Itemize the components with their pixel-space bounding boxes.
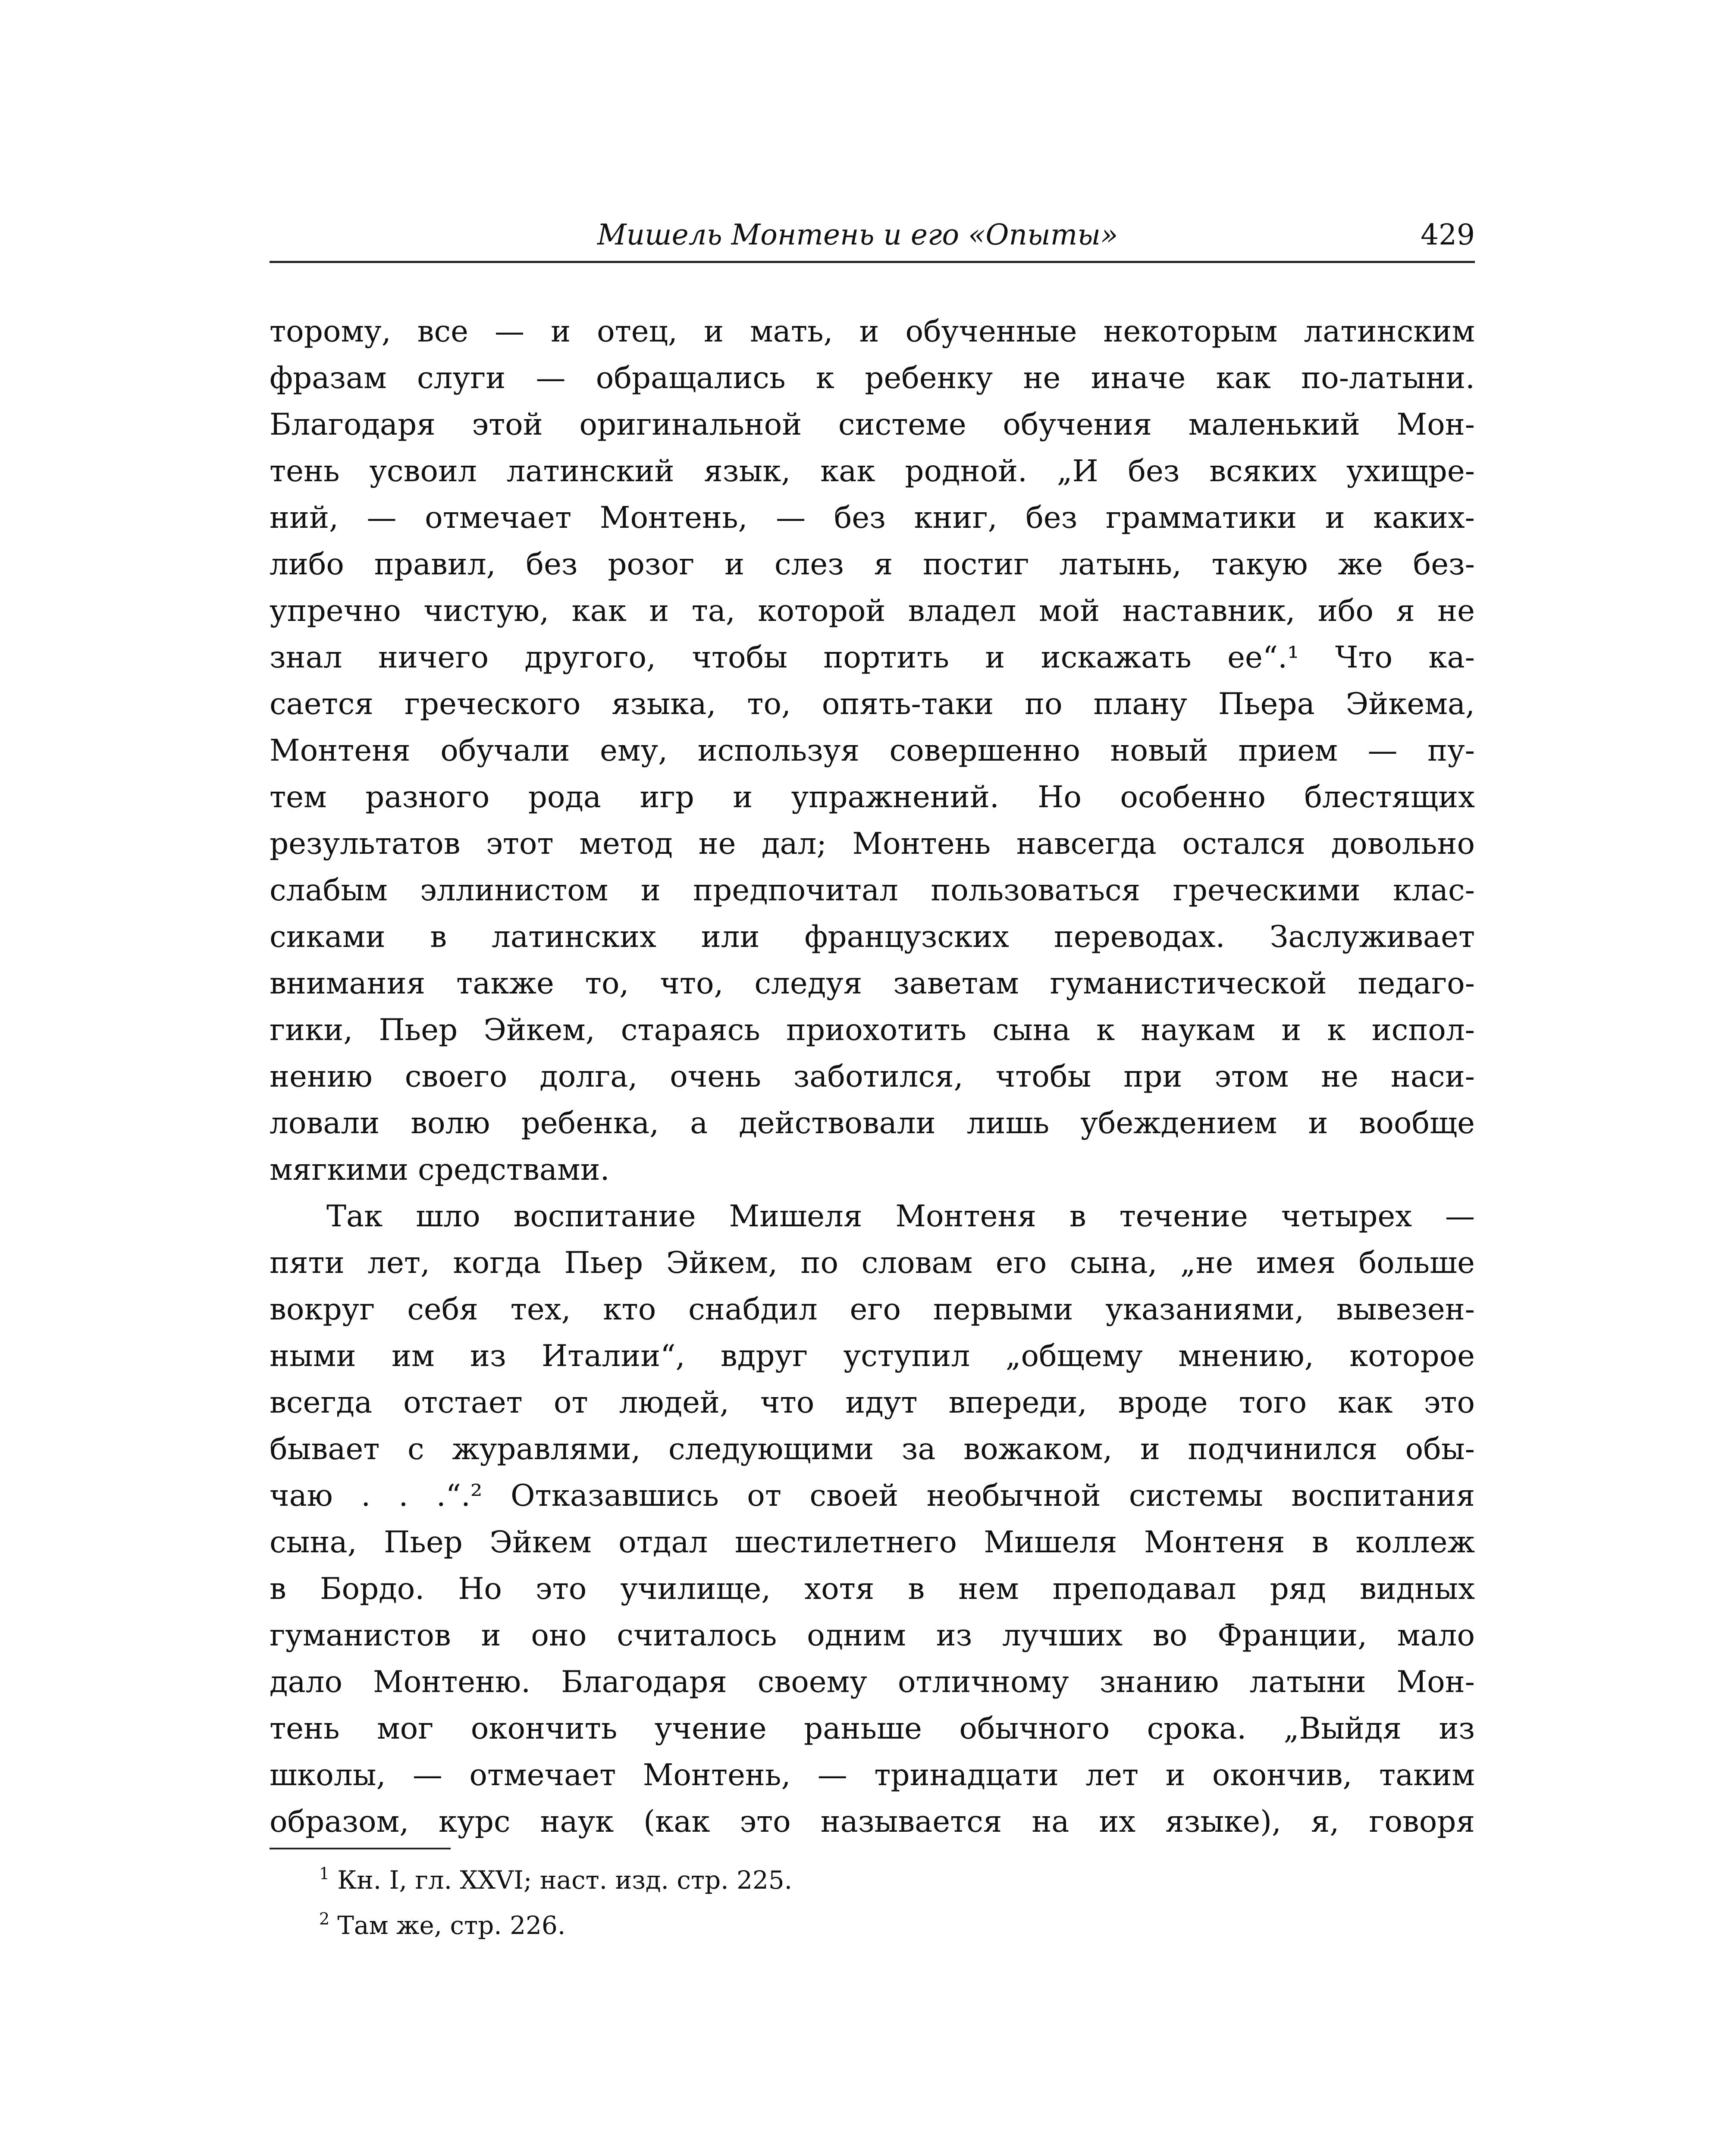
text-line: слабым эллинистом и предпочитал пользоваться греческими клас- <box>270 873 1475 908</box>
main-text <box>270 308 1475 1845</box>
text-line: гики, Пьер Эйкем, стараясь приохотить сына к наукам и к испол- <box>270 1013 1475 1047</box>
text-line: ными им из Италии“, вдруг уступил „общему мнению, которое <box>270 1339 1475 1373</box>
text-line: ний, — отмечает Монтень, — без книг, без грамматики и каких- <box>270 501 1475 535</box>
footnote-text: Там же, стр. 226. <box>337 1911 566 1940</box>
footnote-rule <box>270 1848 451 1849</box>
running-title: Мишель Монтень и его «Опыты» <box>597 218 1118 251</box>
text-line: Так шло воспитание Мишеля Монтеня в течение четырех — <box>326 1199 1475 1234</box>
text-line: результатов этот метод не дал; Монтень навсегда остался довольно <box>270 827 1475 861</box>
header-rule <box>270 261 1475 263</box>
footnote-mark: 2 <box>319 1909 330 1928</box>
text-line: упречно чистую, как и та, которой владел мой наставник, ибо я не <box>270 594 1475 628</box>
text-line: Монтеня обучали ему, используя совершенно новый прием — пу- <box>270 733 1475 768</box>
text-line: знал ничего другого, чтобы портить и искажать ее“.¹ Что ка- <box>270 640 1475 675</box>
text-line: школы, — отмечает Монтень, — тринадцати лет и окончив, таким <box>270 1758 1475 1792</box>
text-line: сына, Пьер Эйкем отдал шестилетнего Мишеля Монтеня в коллеж <box>270 1525 1475 1560</box>
text-line: гуманистов и оно считалось одним из лучших во Франции, мало <box>270 1618 1475 1653</box>
text-line: всегда отстает от людей, что идут впереди, вроде того как это <box>270 1385 1475 1420</box>
text-line: тень мог окончить учение раньше обычного срока. „Выйдя из <box>270 1711 1475 1746</box>
text-line: мягкими средствами. <box>270 1153 610 1187</box>
text-line: тем разного рода игр и упражнений. Но особенно блестящих <box>270 780 1475 815</box>
text-line: в Бордо. Но это училище, хотя в нем преподавал ряд видных <box>270 1572 1475 1606</box>
footnote <box>319 1854 792 1899</box>
footnote-text: Кн. I, гл. XXVI; наст. изд. стр. 225. <box>337 1865 793 1895</box>
footnote-mark: 1 <box>319 1864 330 1883</box>
text-line: фразам слуги — обращались к ребенку не иначе как по-латыни. <box>270 361 1475 395</box>
text-line: внимания также то, что, следуя заветам гуманистической педаго- <box>270 966 1475 1001</box>
text-line: бывает с журавлями, следующими за вожаком, и подчинился обы- <box>270 1432 1475 1467</box>
text-line: пяти лет, когда Пьер Эйкем, по словам его сына, „не имея больше <box>270 1246 1475 1280</box>
text-line: ловали волю ребенка, а действовали лишь убеждением и вообще <box>270 1106 1475 1141</box>
text-line: сается греческого языка, то, опять-таки по плану Пьера Эйкема, <box>270 687 1475 721</box>
page-header <box>270 211 1475 259</box>
text-line: нению своего долга, очень заботился, чтобы при этом не наси- <box>270 1059 1475 1094</box>
text-line: сиками в латинских или французских переводах. Заслуживает <box>270 920 1475 954</box>
text-line: вокруг себя тех, кто снабдил его первыми указаниями, вывезен- <box>270 1292 1475 1327</box>
text-line: торому, все — и отец, и мать, и обученные некоторым латинским <box>270 314 1475 349</box>
text-line: дало Монтеню. Благодаря своему отличному знанию латыни Мон- <box>270 1665 1475 1699</box>
footnote <box>319 1899 792 1945</box>
footnotes <box>319 1854 792 1945</box>
text-line: либо правил, без розог и слез я постиг латынь, такую же без- <box>270 547 1475 582</box>
text-line: чаю . . .“.² Отказавшись от своей необычной системы воспитания <box>270 1479 1475 1513</box>
text-line: тень усвоил латинский язык, как родной. „И без всяких ухищре- <box>270 454 1475 489</box>
page-number: 429 <box>1421 218 1475 251</box>
text-line: Благодаря этой оригинальной системе обучения маленький Мон- <box>270 407 1475 442</box>
text-line: образом, курс наук (как это называется на их языке), я, говоря <box>270 1805 1475 1839</box>
